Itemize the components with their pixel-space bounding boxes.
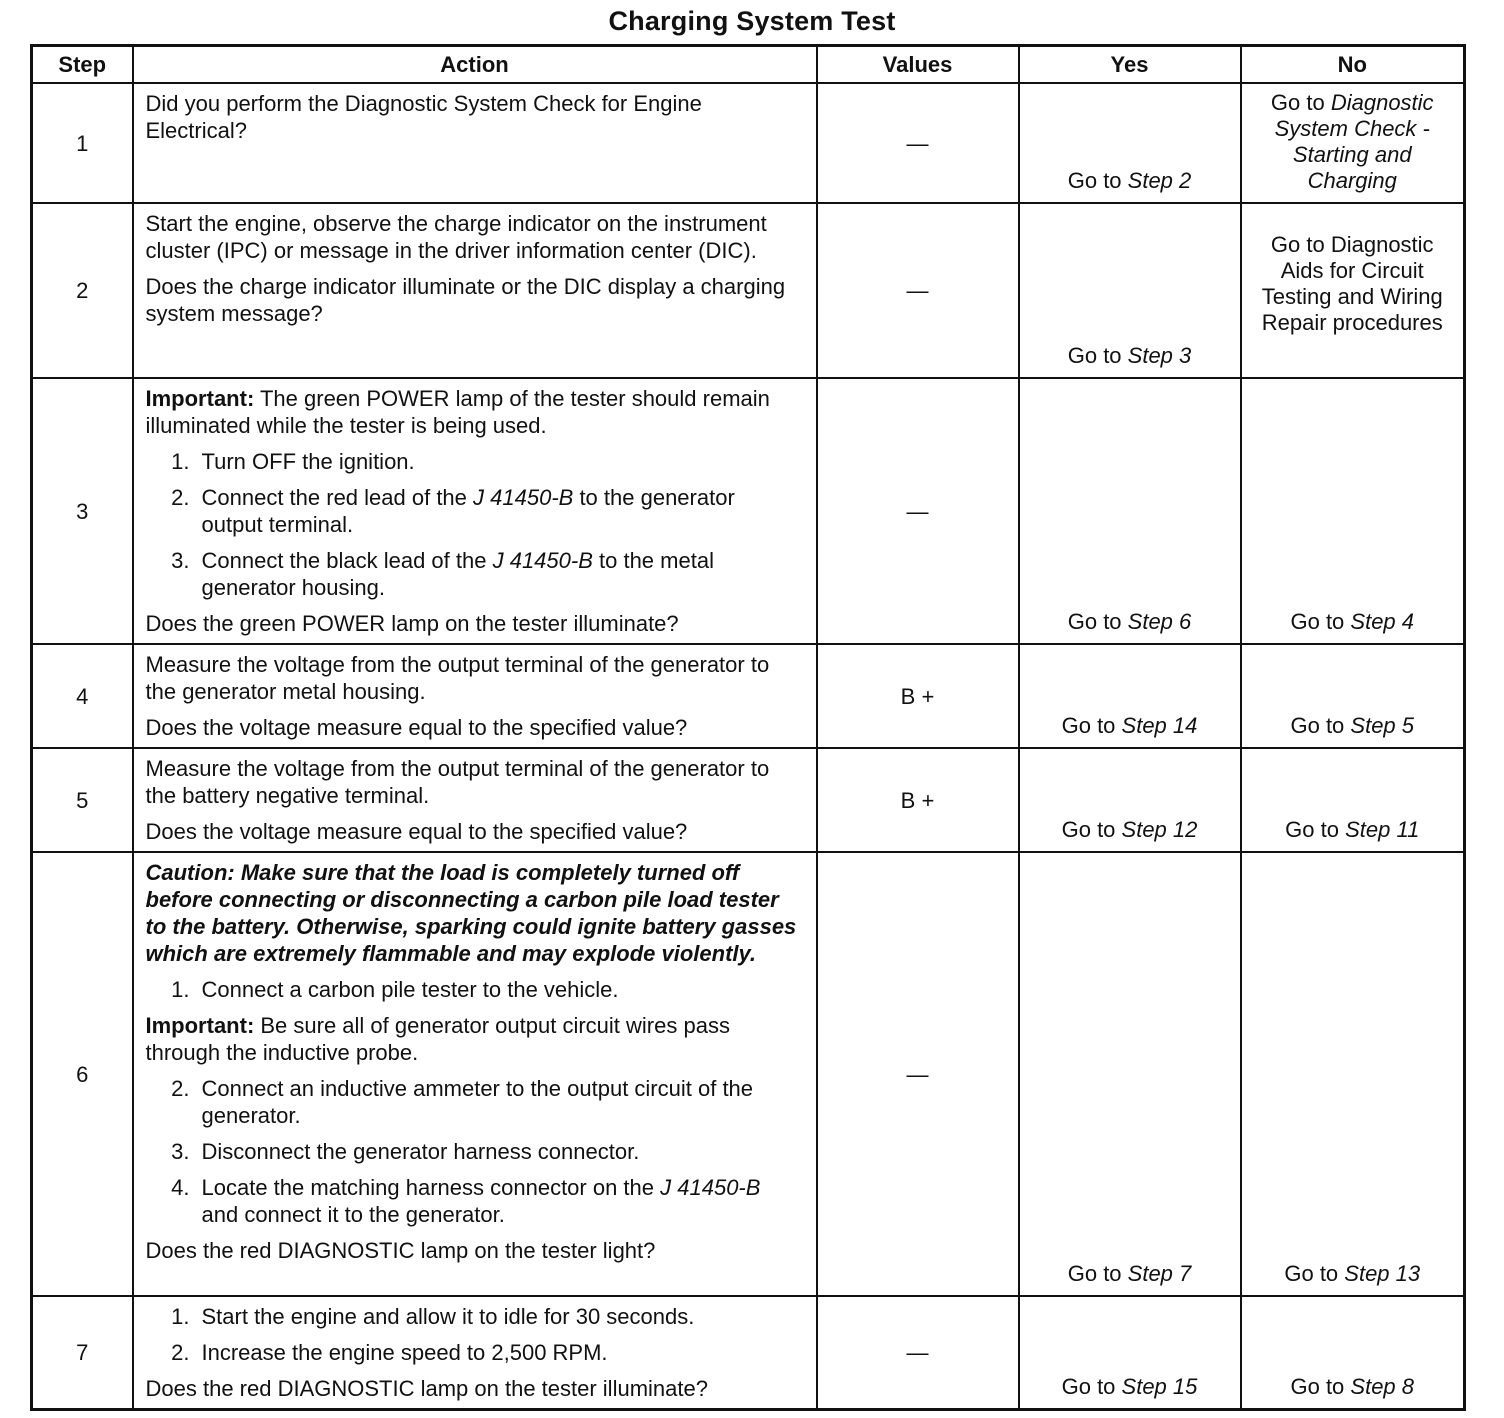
yes-prefix: Go to [1067,1261,1128,1286]
no-cell [1241,644,1465,748]
value-cell: — [817,1296,1019,1410]
action-cell [133,748,817,852]
list-text: Connect an inductive ammeter to the output circuit of the generator. [201,1076,754,1128]
action-question: Does the red DIAGNOSTIC lamp on the tester light? [145,1238,656,1263]
list-number: 1. [171,449,190,474]
table-row [32,748,1465,852]
table-row [32,1296,1465,1410]
yes-step-link[interactable]: Step 14 [1121,713,1198,738]
tool-reference: J 41450-B [492,548,593,573]
list-text [202,1174,802,1228]
yes-prefix: Go to [1067,168,1128,193]
list-text: Connect a carbon pile tester to the vehicle. [201,977,619,1002]
no-cell [1241,378,1465,644]
page-title: Charging System Test [608,6,896,36]
list-text: Start the engine and allow it to idle for 30 seconds. [201,1304,695,1329]
table-row [32,644,1465,748]
list-number: 2. [171,485,190,510]
yes-step-link[interactable]: Step 3 [1127,343,1192,368]
no-prefix: Go to [1290,1374,1351,1399]
list-number: 1. [171,1304,190,1329]
list-item [146,1303,802,1330]
list-number: 1. [171,977,190,1002]
action-question: Does the voltage measure equal to the specified value? [145,819,688,844]
value-cell: B + [817,644,1019,748]
important-text: Be sure all of generator output circuit wires pass through the inductive probe. [145,1013,730,1065]
important-label: Important: [145,386,255,411]
action-text: Measure the voltage from the output terminal of the generator to the generator metal housing. [145,652,770,704]
header-action: Action [133,46,817,84]
no-cell [1241,83,1465,203]
step-number: 6 [32,852,133,1296]
table-header-row [32,46,1465,84]
step-number: 7 [32,1296,133,1410]
yes-cell [1019,644,1241,748]
no-cell [1241,1296,1465,1410]
list-number: 4. [171,1175,190,1200]
action-text: Did you perform the Diagnostic System Check for Engine Electrical? [145,91,702,143]
no-text: Go to Diagnostic Aids for Circuit Testing and Wiring Repair procedures [1261,232,1443,335]
action-question: Does the green POWER lamp on the tester illuminate? [145,611,679,636]
list-item [146,1339,802,1366]
yes-step-link[interactable]: Step 12 [1121,817,1198,842]
list-text-part: Connect the black lead of the [201,548,493,573]
step-number: 1 [32,83,133,203]
list-item [146,1174,802,1228]
yes-cell [1019,852,1241,1296]
step-number: 2 [32,203,133,378]
header-step: Step [32,46,133,84]
no-prefix: Go to [1285,817,1346,842]
list-text-part: to the generator output terminal. [201,485,735,537]
value-cell: — [817,203,1019,378]
action-question: Does the charge indicator illuminate or the DIC display a charging system message? [145,274,786,326]
action-cell [133,1296,817,1410]
action-cell [133,203,817,378]
step-number: 3 [32,378,133,644]
tool-reference: J 41450-B [660,1175,761,1200]
yes-prefix: Go to [1061,817,1122,842]
important-text: The green POWER lamp of the tester should remain illuminated while the tester is being used. [145,386,770,438]
table-row [32,852,1465,1296]
list-text-part: to the metal generator housing. [201,548,714,600]
list-text-part: Locate the matching harness connector on the [201,1175,661,1200]
list-item [146,547,802,601]
no-step-link[interactable]: Step 8 [1350,1374,1415,1399]
yes-cell [1019,83,1241,203]
header-values: Values [817,46,1019,84]
list-text: Disconnect the generator harness connector. [201,1139,640,1164]
no-step-link[interactable]: Step 4 [1350,609,1415,634]
no-prefix: Go to [1290,713,1351,738]
no-prefix: Go to [1270,90,1331,115]
no-cell [1241,852,1465,1296]
value-cell: — [817,83,1019,203]
action-cell [133,644,817,748]
value-cell: — [817,378,1019,644]
important-note [146,385,802,439]
list-text [202,547,802,601]
yes-cell [1019,378,1241,644]
list-item [146,1138,802,1165]
yes-prefix: Go to [1067,609,1128,634]
yes-prefix: Go to [1067,343,1128,368]
table-row [32,378,1465,644]
list-number: 3. [171,548,190,573]
list-item [146,1075,802,1129]
list-item [146,484,802,538]
no-prefix: Go to [1284,1261,1345,1286]
value-cell: — [817,852,1019,1296]
action-question: Does the voltage measure equal to the specified value? [145,715,688,740]
action-question: Does the red DIAGNOSTIC lamp on the tester illuminate? [145,1376,708,1401]
list-item [146,976,802,1003]
yes-cell [1019,1296,1241,1410]
charging-system-test-table [30,44,1466,1411]
no-step-link[interactable]: Step 11 [1345,817,1420,842]
no-step-link[interactable]: Step 5 [1350,713,1415,738]
no-step-link[interactable]: Diagnostic System Check - Starting and Charging [1274,90,1434,193]
action-cell [133,83,817,203]
header-no: No [1241,46,1465,84]
list-text-part: and connect it to the generator. [201,1202,505,1227]
yes-cell [1019,203,1241,378]
no-cell [1241,748,1465,852]
action-cell [133,378,817,644]
yes-step-link[interactable]: Step 2 [1127,168,1192,193]
important-label: Important: [145,1013,255,1038]
yes-step-link[interactable]: Step 7 [1127,1261,1192,1286]
header-yes: Yes [1019,46,1241,84]
list-text [202,484,802,538]
value-cell: B + [817,748,1019,852]
step-number: 5 [32,748,133,852]
list-text-part: Connect the red lead of the [201,485,474,510]
list-text: Turn OFF the ignition. [201,449,415,474]
step-number: 4 [32,644,133,748]
list-number: 2. [171,1076,190,1101]
yes-prefix: Go to [1061,1374,1122,1399]
important-note [146,1012,802,1066]
action-text: Measure the voltage from the output terminal of the generator to the battery negative terminal. [145,756,770,808]
action-cell [133,852,817,1296]
list-text: Increase the engine speed to 2,500 RPM. [201,1340,608,1365]
no-step-link[interactable]: Step 13 [1344,1261,1421,1286]
yes-step-link[interactable]: Step 6 [1127,609,1192,634]
yes-cell [1019,748,1241,852]
yes-prefix: Go to [1061,713,1122,738]
list-number: 3. [171,1139,190,1164]
caution-note: Caution: Make sure that the load is completely turned off before connecting or disconnecting a carbon pile load tester to the battery. Otherwise, sparking could ignite battery gasses which are extremely flammable and may explode violently. [145,860,797,966]
table-row [32,83,1465,203]
no-prefix: Go to [1290,609,1351,634]
yes-step-link[interactable]: Step 15 [1121,1374,1198,1399]
tool-reference: J 41450-B [473,485,574,510]
table-row [32,203,1465,378]
action-text: Start the engine, observe the charge indicator on the instrument cluster (IPC) or message in the driver information center (DIC). [145,211,767,263]
list-number: 2. [171,1340,190,1365]
list-item [146,448,802,475]
no-cell [1241,203,1465,378]
